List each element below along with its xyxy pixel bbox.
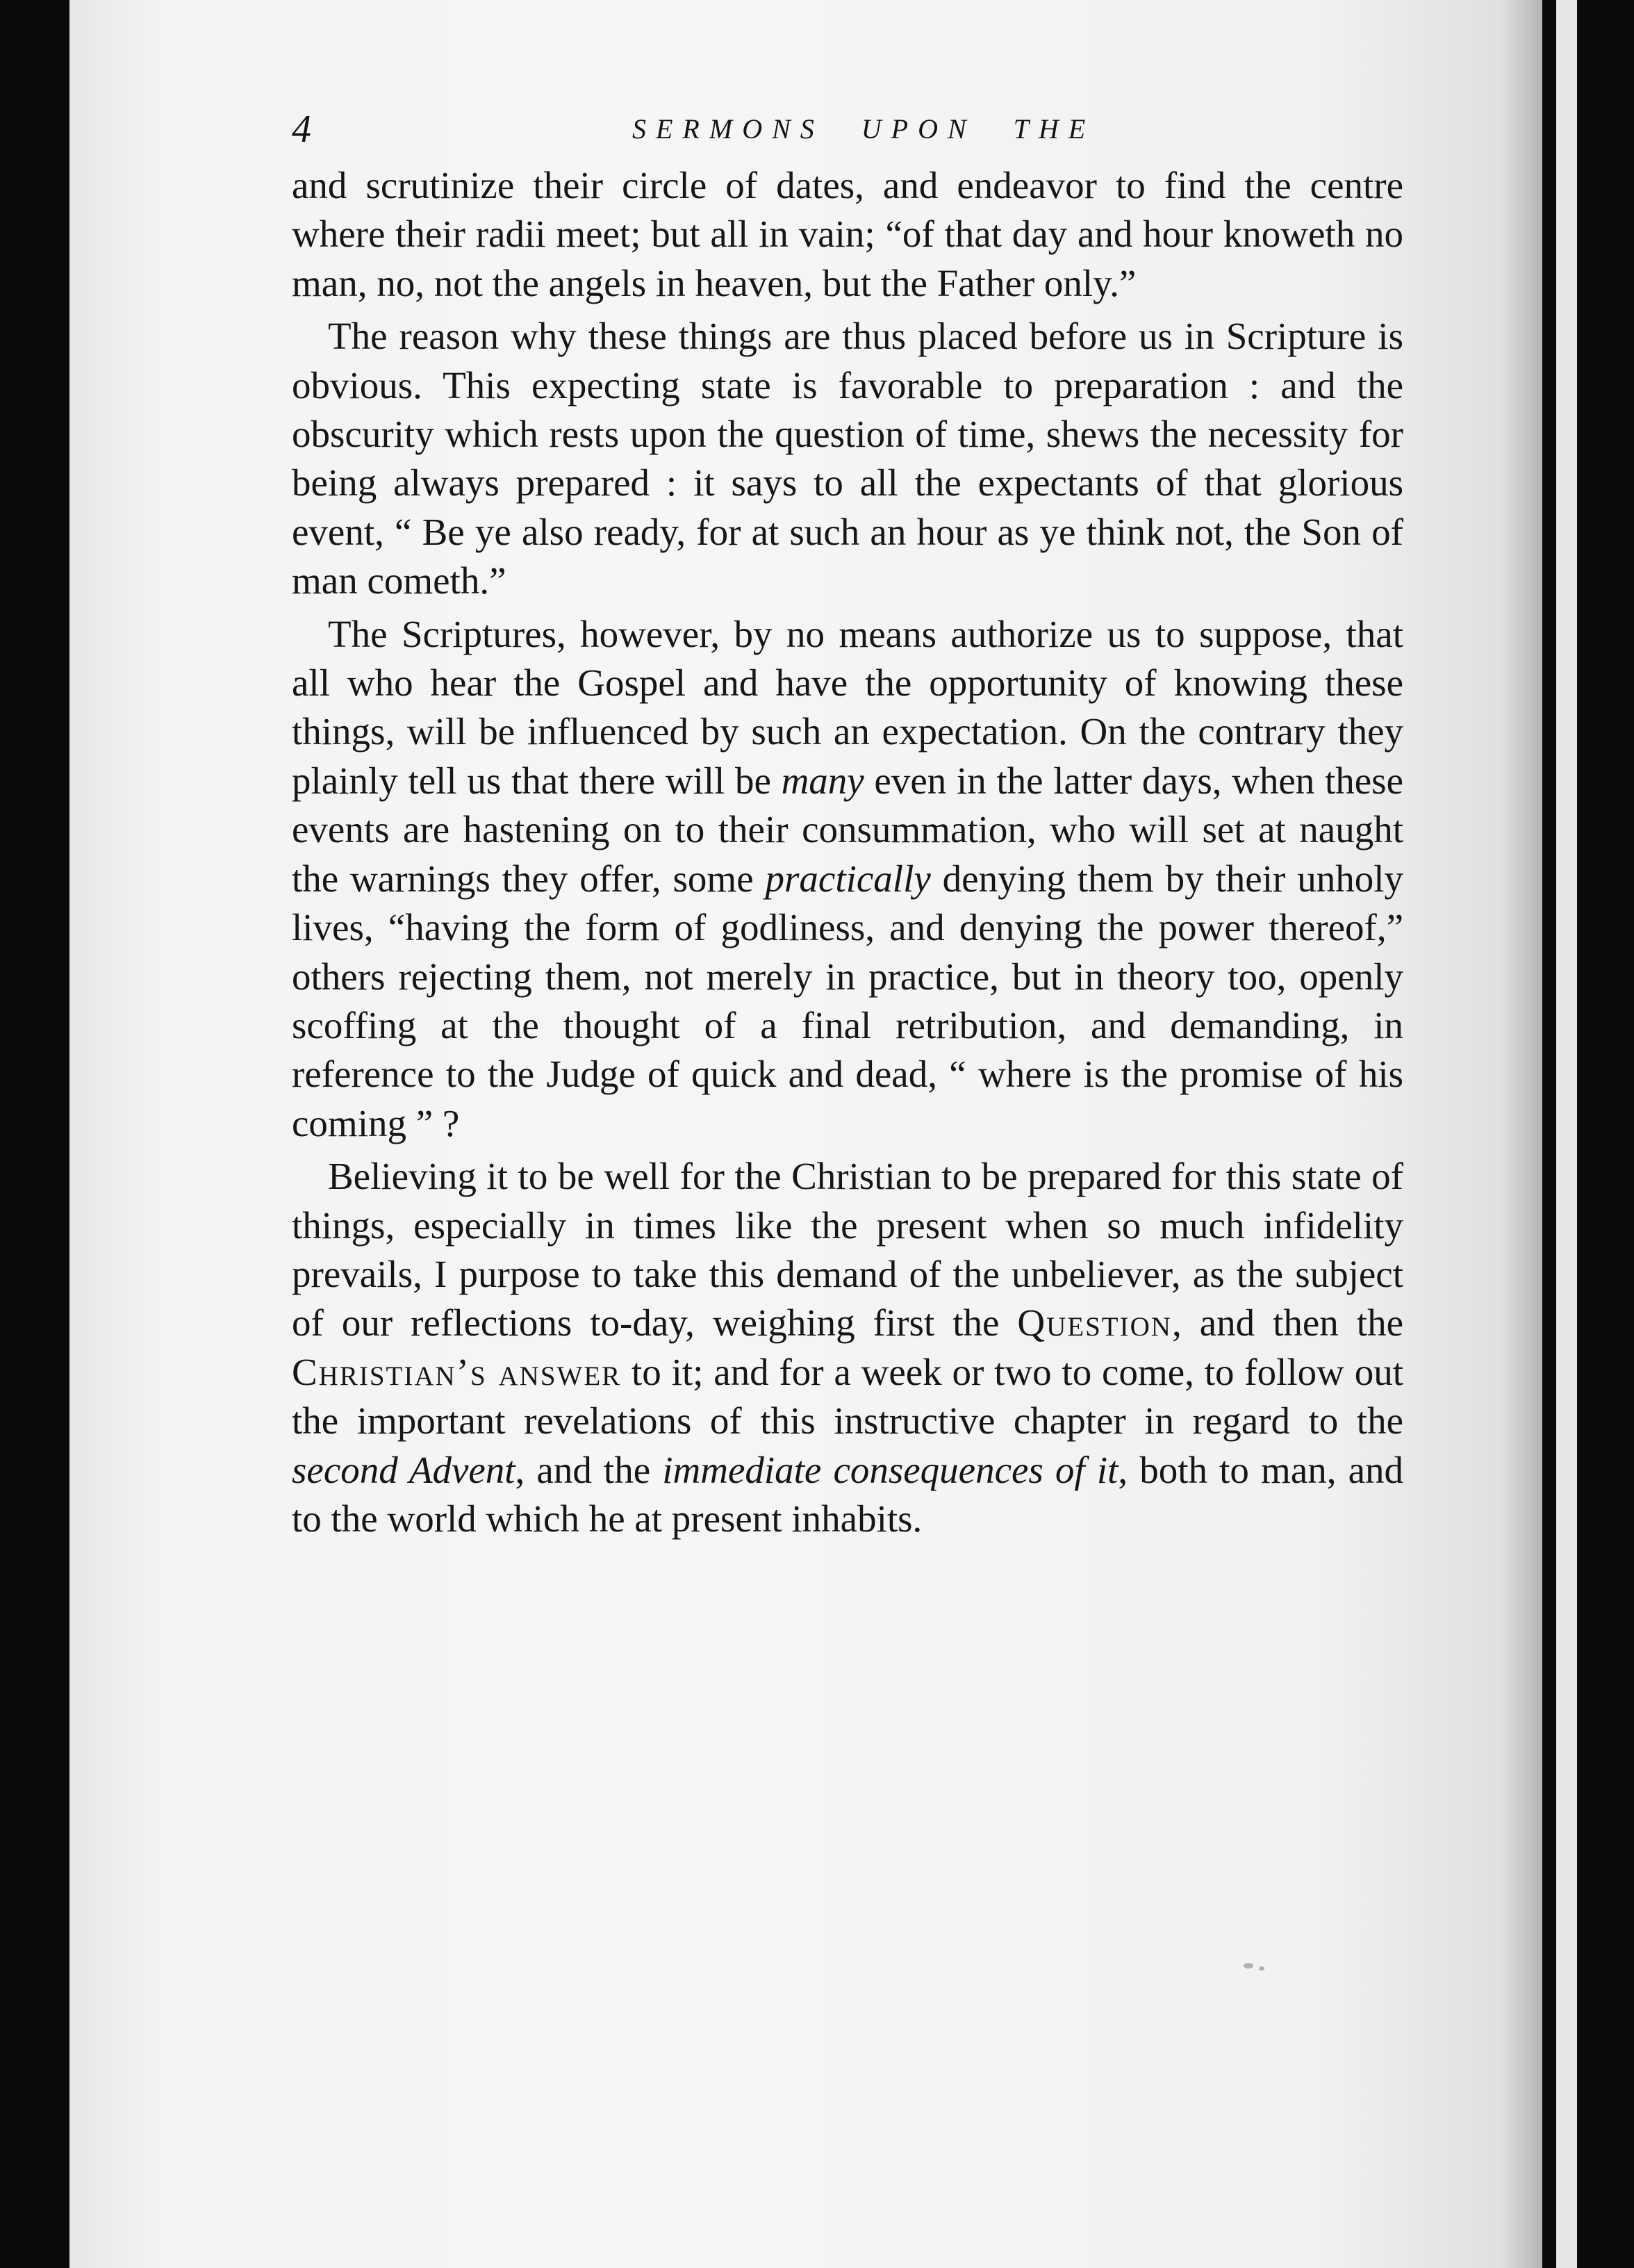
italic-text: immediate consequences of it [662,1448,1119,1491]
print-speck [1244,1963,1253,1969]
paragraph [292,610,1403,1148]
paragraph-text: , and the [515,1448,663,1491]
paragraph-text: even in the latter days, when these events are hastening on to their consummation, who will set at naught the warnings they offer, some [292,759,1403,900]
paragraph-text: to it; and for a week or two to come, to follow out the important revelations of this instructive chapter in regard to the [292,1350,1403,1443]
paragraph [292,312,1403,605]
paragraph-text: Believing it to be well for the Christian to be prepared for this state of things, especially in times like the present when so much infidelity prevails, I purpose to take this demand of the unbeliever, as the subject of our reflections to-day, weighing first the [292,1155,1403,1345]
adjacent-page-edge [1556,0,1577,2268]
page-gutter-shadow [1501,0,1542,2268]
small-caps-text: Christian’s answer [292,1350,622,1393]
page-header [278,104,1473,160]
body-text [292,161,1403,1547]
page-number: 4 [292,108,311,151]
paragraph-text: and scrutinize their circle of dates, and endeavor to find the centre where their radii meet; but all in vain; “of that day and hour knoweth no man, no, not the angels in heaven, but the Father only.” [292,164,1403,304]
italic-text: many [781,759,864,802]
italic-text: practically [765,857,931,900]
paragraph-text: The Scriptures, however, by no means authorize us to suppose, that all who hear the Gospel and have the opportunity of knowing these things, will be influenced by such an expectation. On the contrary they plainly tell us that there will be [292,612,1403,802]
running-head: SERMONS UPON THE [632,113,1096,145]
paragraph [292,161,1403,308]
paragraph-text: , and then the [1171,1301,1403,1345]
small-caps-text: Question [1017,1301,1172,1345]
paragraph-text: The reason why these things are thus placed before us in Scripture is obvious. This expecting state is favorable to preparation : and the obscurity which rests upon the question of time, shews the necessity for being always prepared : it says to all the expectants of that glorious event, “ Be ye also ready, for at such an hour as ye think not, the Son of man cometh.” [292,315,1403,602]
paragraph [292,1152,1403,1543]
paragraph-text: , both to man, and to the world which he at present inhabits. [292,1448,1403,1540]
italic-text: second Advent [292,1448,515,1491]
paragraph-text: denying them by their unholy lives, “having the form of godliness, and denying the power thereof,” others rejecting them, not merely in practice, but in theory too, openly scoffing at the thought of a final retribution, and demanding, in reference to the Judge of quick and dead, “ where is the promise of his coming ” ? [292,857,1403,1144]
print-speck [1259,1966,1264,1971]
